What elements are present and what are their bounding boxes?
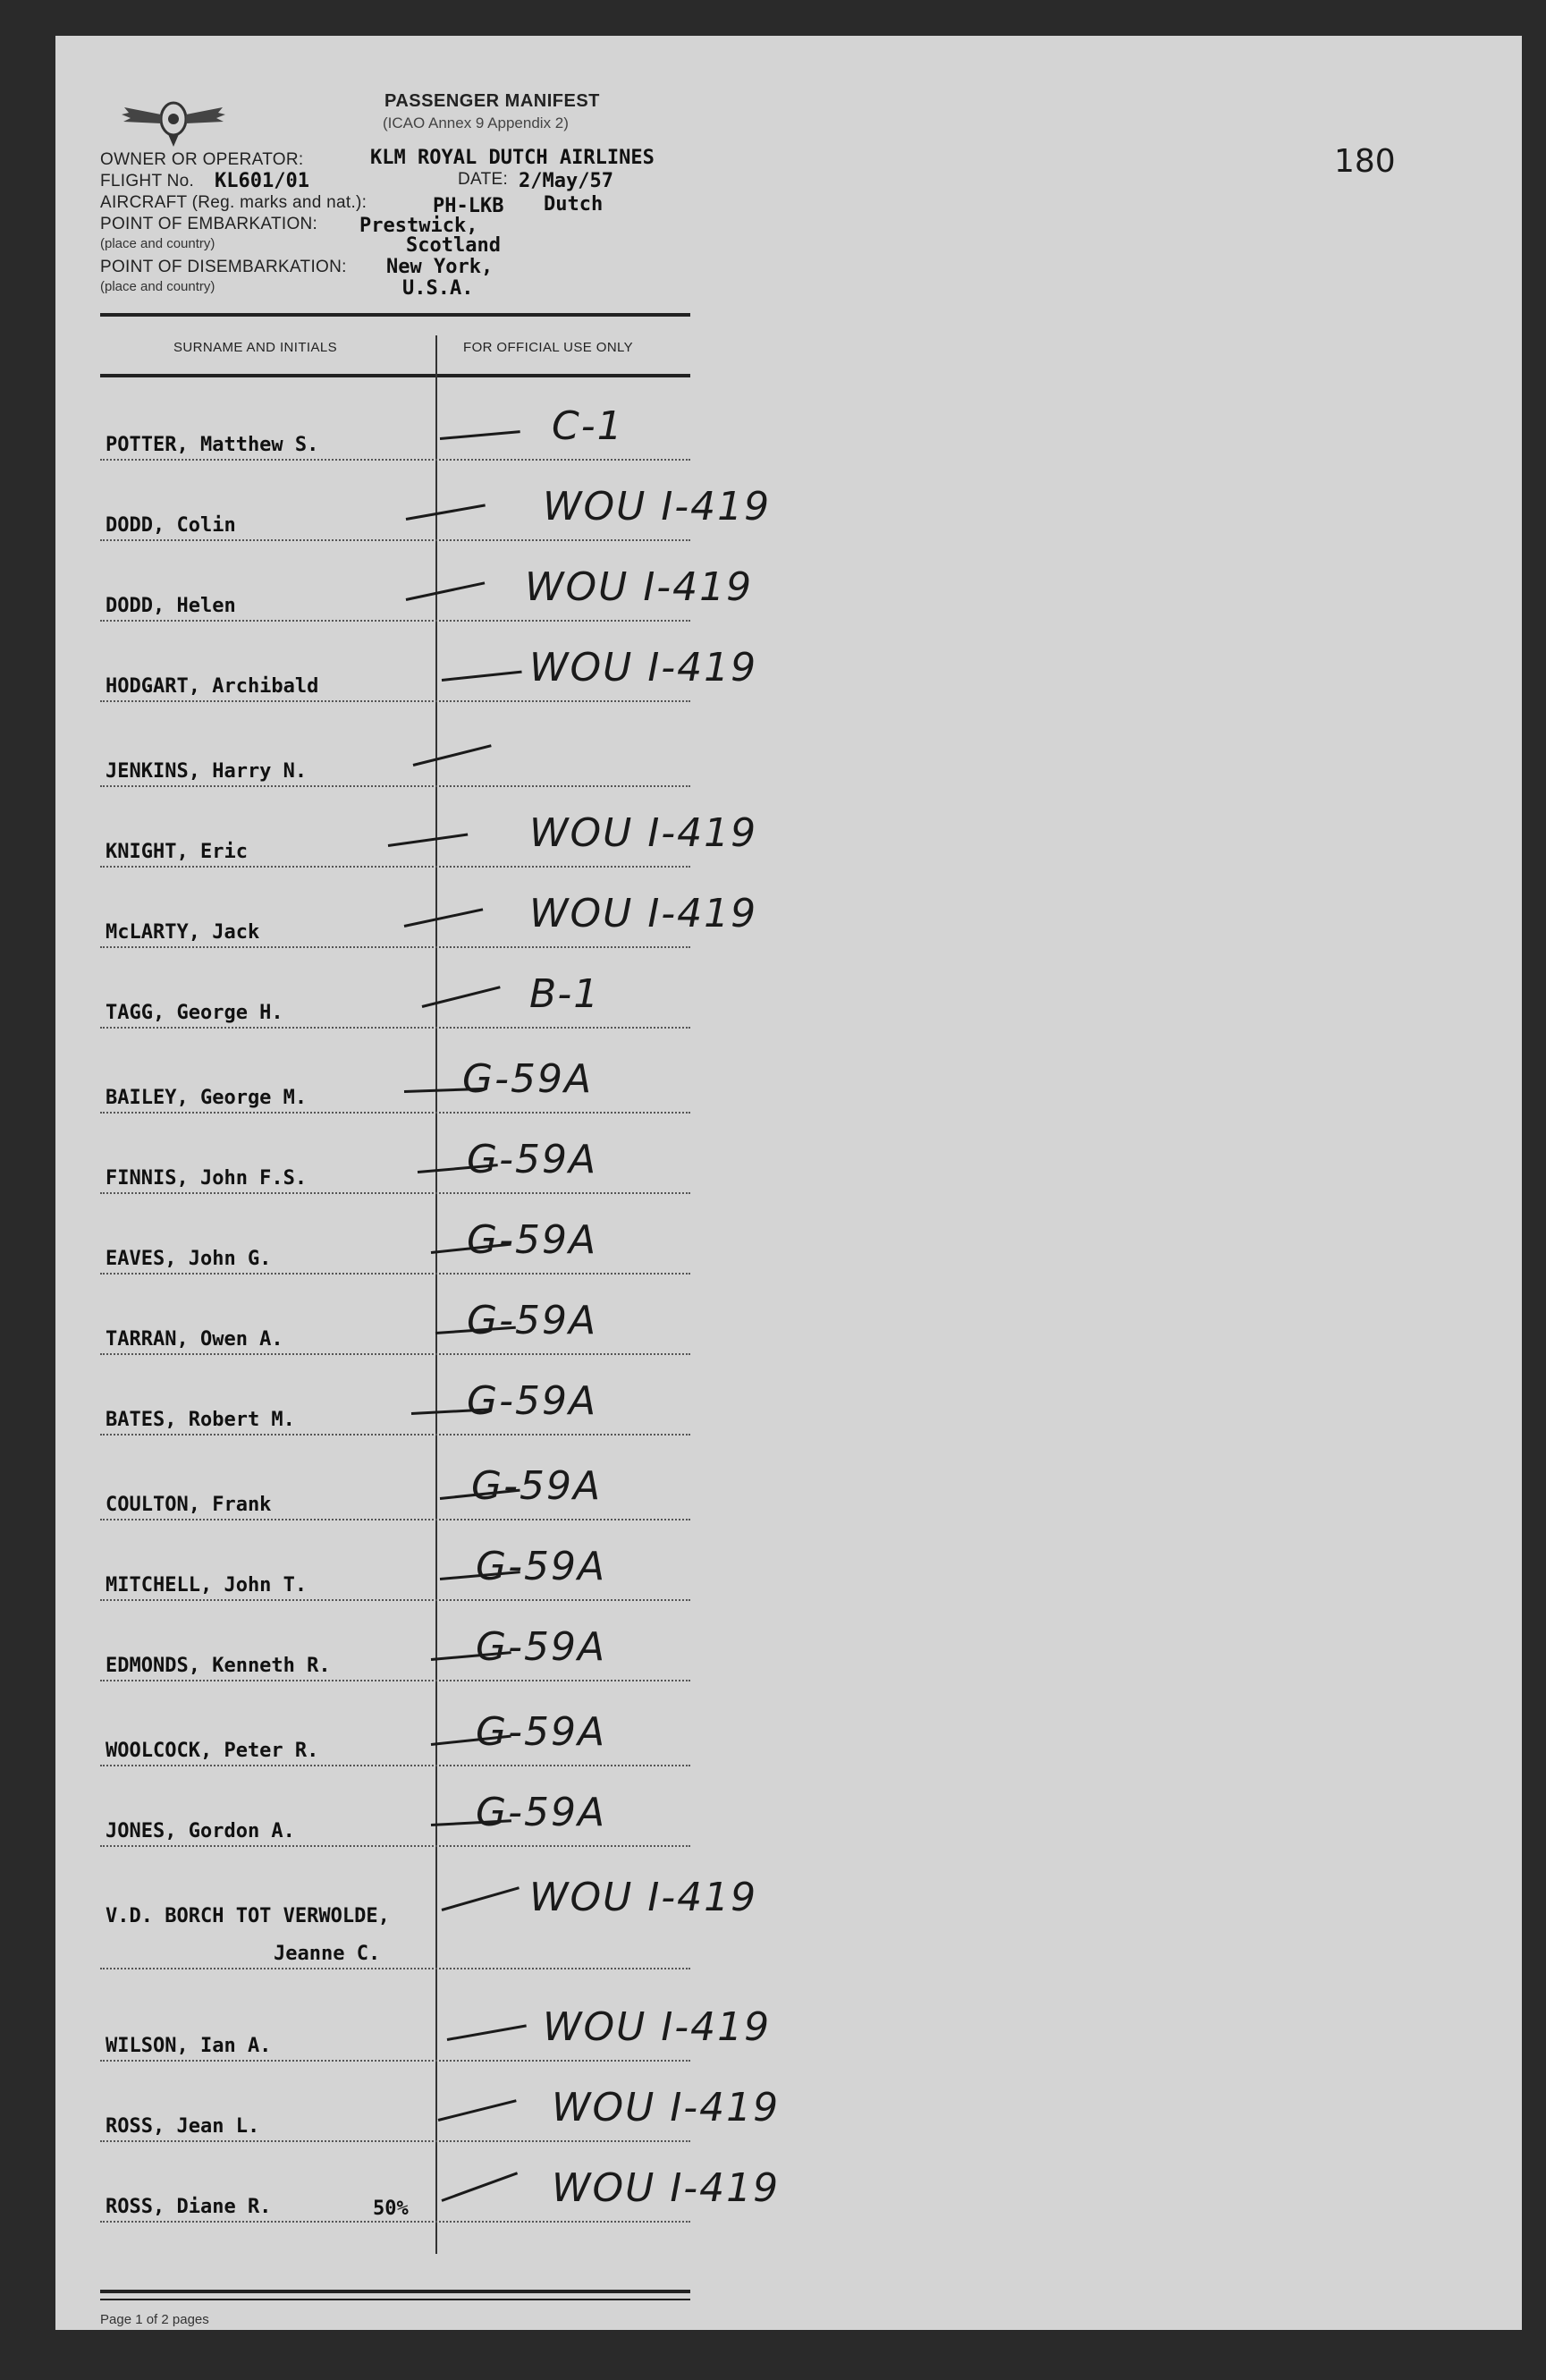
aircraft-label: AIRCRAFT (Reg. marks and nat.):	[100, 193, 367, 212]
table-row	[100, 639, 758, 711]
official-use-note: WOU I-419	[552, 2085, 781, 2130]
check-mark	[447, 2024, 527, 2041]
passenger-name: WOOLCOCK, Peter R.	[106, 1740, 319, 1762]
check-mark	[422, 986, 501, 1008]
passenger-name: ROSS, Jean L.	[106, 2115, 260, 2138]
check-mark	[413, 744, 492, 767]
row-dotted-rule	[100, 1765, 690, 1766]
official-use-note: WOU I-419	[529, 1875, 758, 1920]
table-row	[100, 1212, 690, 1283]
check-mark	[388, 833, 469, 846]
check-mark	[406, 581, 486, 601]
flight-value: KL601/01	[215, 170, 309, 192]
official-use-note: B-1	[529, 971, 601, 1017]
table-row	[100, 2079, 781, 2151]
embarkation-label: POINT OF EMBARKATION:	[100, 215, 318, 233]
check-mark	[442, 1886, 520, 1911]
official-use-note: G-59A	[471, 1463, 603, 1509]
passenger-name: BAILEY, George M.	[106, 1087, 308, 1109]
surname-column-header: SURNAME AND INITIALS	[173, 340, 338, 355]
embarkation-country: Scotland	[406, 234, 501, 257]
disembarkation-value: New York,	[386, 256, 494, 278]
disembarkation-label: POINT OF DISEMBARKATION:	[100, 258, 347, 276]
passenger-name-continued: Jeanne C.	[274, 1943, 381, 1965]
owner-value: KLM ROYAL DUTCH AIRLINES	[370, 147, 655, 169]
passenger-name: POTTER, Matthew S.	[106, 434, 319, 456]
column-header-rule	[100, 374, 690, 377]
table-row	[100, 1458, 690, 1529]
passenger-name: EDMONDS, Kenneth R.	[106, 1655, 331, 1677]
official-use-note: WOU I-419	[543, 2004, 772, 2050]
official-use-note: G-59A	[476, 1624, 607, 1670]
row-dotted-rule	[100, 1192, 690, 1194]
aircraft-value: PH-LKB	[433, 195, 504, 217]
table-row	[100, 559, 754, 631]
table-row	[100, 805, 758, 877]
official-use-note: G-59A	[476, 1790, 607, 1835]
disembarkation-country: U.S.A.	[402, 277, 474, 300]
row-dotted-rule	[100, 1968, 690, 1969]
owner-label: OWNER OR OPERATOR:	[100, 150, 304, 169]
official-use-note: G-59A	[476, 1709, 607, 1755]
check-mark	[438, 2099, 517, 2122]
table-row	[100, 1373, 690, 1444]
passenger-name: JONES, Gordon A.	[106, 1820, 295, 1842]
date-value: 2/May/57	[519, 170, 613, 192]
check-mark	[404, 908, 484, 927]
passenger-name: McLARTY, Jack	[106, 921, 260, 944]
check-mark	[441, 2172, 518, 2202]
table-row	[100, 1999, 772, 2071]
passenger-name: KNIGHT, Eric	[106, 841, 248, 863]
official-use-note: WOU I-419	[525, 564, 754, 610]
table-row	[100, 724, 690, 796]
official-use-column-header: FOR OFFICIAL USE ONLY	[463, 340, 634, 355]
row-dotted-rule	[100, 1273, 690, 1275]
row-dotted-rule	[100, 459, 690, 461]
aircraft-nationality: Dutch	[544, 193, 604, 216]
check-mark	[406, 504, 486, 521]
row-dotted-rule	[100, 1845, 690, 1847]
passenger-name: FINNIS, John F.S.	[106, 1167, 308, 1190]
manifest-header	[55, 36, 699, 322]
row-dotted-rule	[100, 700, 690, 702]
row-dotted-rule	[100, 620, 690, 622]
page-number: 180	[1334, 143, 1396, 180]
row-dotted-rule	[100, 1027, 690, 1029]
table-row	[100, 1619, 690, 1690]
disembarkation-sublabel: (place and country)	[100, 279, 215, 294]
official-use-note: WOU I-419	[552, 2165, 781, 2211]
official-use-note: C-1	[552, 403, 624, 449]
page-count: Page 1 of 2 pages	[100, 2312, 209, 2327]
passenger-name: WILSON, Ian A.	[106, 2035, 272, 2057]
official-use-note: WOU I-419	[529, 810, 758, 856]
row-dotted-rule	[100, 1519, 690, 1520]
header-rule	[100, 313, 690, 317]
official-use-note: G-59A	[467, 1298, 598, 1343]
passenger-name: COULTON, Frank	[106, 1494, 272, 1516]
table-row	[100, 1784, 690, 1856]
table-row	[100, 1704, 690, 1775]
flight-label: FLIGHT No.	[100, 172, 195, 191]
row-dotted-rule	[100, 2140, 690, 2142]
row-dotted-rule	[100, 2221, 690, 2223]
table-row	[100, 398, 690, 470]
official-use-note: G-59A	[462, 1056, 594, 1102]
row-dotted-rule	[100, 1353, 690, 1355]
table-row	[100, 479, 772, 550]
passenger-name: HODGART, Archibald	[106, 675, 319, 698]
row-dotted-rule	[100, 539, 690, 541]
klm-wings-logo-icon	[120, 88, 227, 150]
row-dotted-rule	[100, 1680, 690, 1681]
manifest-page	[55, 36, 1522, 2330]
table-row	[100, 885, 758, 957]
embarkation-value: Prestwick,	[359, 215, 478, 237]
table-row	[100, 966, 690, 1038]
official-use-note: WOU I-419	[529, 891, 758, 936]
row-dotted-rule	[100, 866, 690, 868]
passenger-name: EAVES, John G.	[106, 1248, 272, 1270]
footer-rule-thin	[100, 2299, 690, 2300]
passenger-name: ROSS, Diane R.	[106, 2196, 272, 2218]
passenger-name: BATES, Robert M.	[106, 1409, 295, 1431]
passenger-name: DODD, Helen	[106, 595, 236, 617]
row-dotted-rule	[100, 1599, 690, 1601]
footer-rule	[100, 2290, 690, 2293]
date-label: DATE:	[458, 170, 509, 189]
official-use-note: G-59A	[467, 1217, 598, 1263]
passenger-name: MITCHELL, John T.	[106, 1574, 308, 1597]
manifest-title: PASSENGER MANIFEST	[384, 91, 600, 111]
check-mark	[442, 671, 522, 682]
official-use-note: WOU I-419	[529, 645, 758, 690]
check-mark	[440, 430, 520, 440]
row-dotted-rule	[100, 1434, 690, 1436]
manifest-subtitle: (ICAO Annex 9 Appendix 2)	[383, 114, 569, 131]
row-dotted-rule	[100, 1112, 690, 1114]
row-dotted-rule	[100, 946, 690, 948]
official-use-note: G-59A	[467, 1378, 598, 1424]
table-row	[100, 1538, 690, 1610]
official-use-note: G-59A	[476, 1544, 607, 1589]
passenger-name: DODD, Colin	[106, 514, 236, 537]
row-dotted-rule	[100, 2060, 690, 2062]
fare-note: 50%	[373, 2198, 409, 2220]
row-dotted-rule	[100, 785, 690, 787]
table-row	[100, 1869, 758, 1965]
table-row	[100, 1292, 690, 1364]
passenger-name: TAGG, George H.	[106, 1002, 283, 1024]
passenger-name: TARRAN, Owen A.	[106, 1328, 283, 1351]
official-use-note: WOU I-419	[543, 484, 772, 529]
table-row	[100, 2160, 781, 2232]
table-row	[100, 1051, 690, 1122]
official-use-note: G-59A	[467, 1137, 598, 1182]
passenger-name: JENKINS, Harry N.	[106, 760, 308, 783]
table-row	[100, 1131, 690, 1203]
passenger-name: V.D. BORCH TOT VERWOLDE,	[106, 1905, 390, 1927]
embarkation-sublabel: (place and country)	[100, 236, 215, 251]
